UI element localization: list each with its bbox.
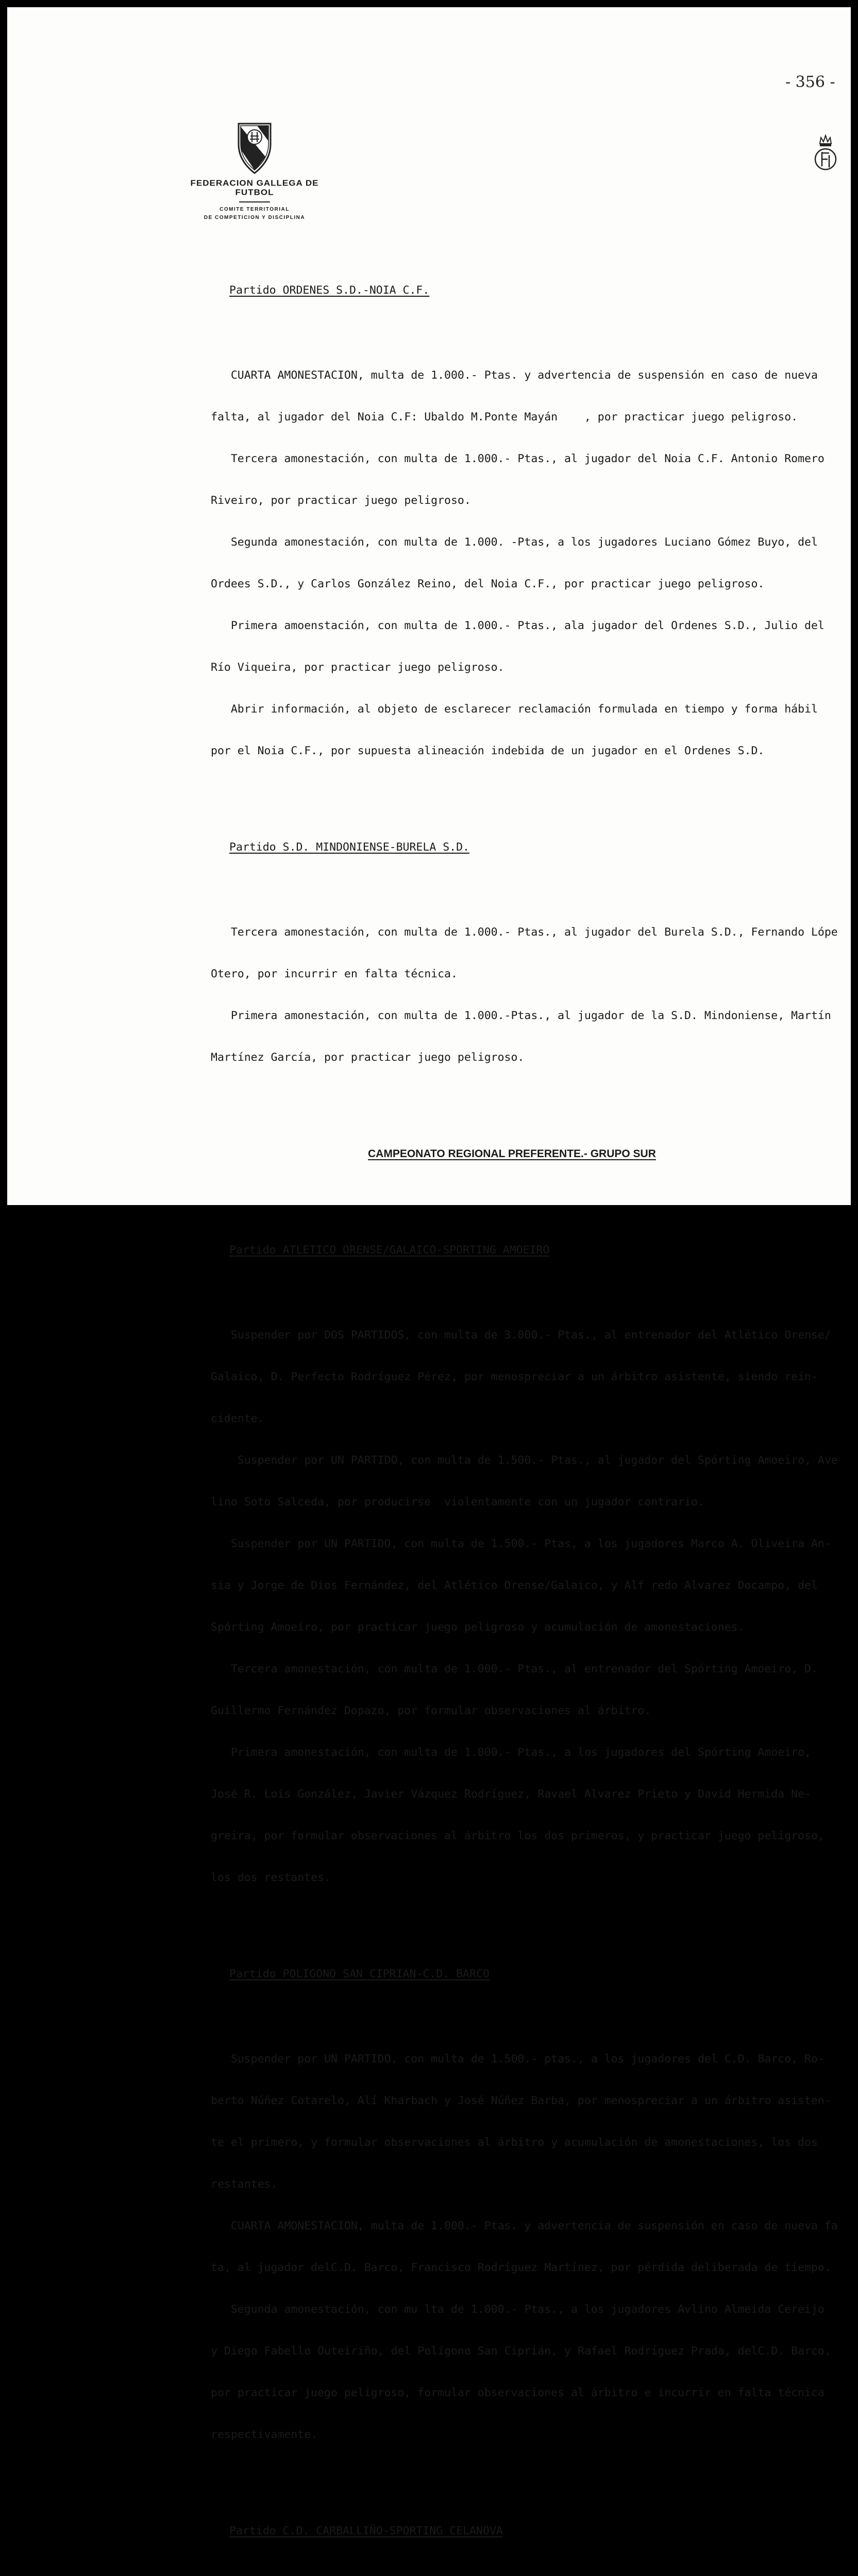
match-title: Partido ATLETICO ORENSE/GALAICO-SPORTING AMOEIRO [229,1244,550,1257]
rfef-crown-emblem-icon [814,133,837,174]
ruling-line: Tercera amonestación, con multa de 1.000.- Ptas., al entrenador del Spórting Amoeiro, D. [211,1663,818,1675]
ruling-line: Primera amonestación, con multa de 1.000.-Ptas., al jugador de la S.D. Mindoniense, Martín [211,1009,831,1022]
ruling-line: Martínez García, por practicar juego peligroso. [211,1051,525,1064]
match-title: Partido POLIGONO SAN CIPRIAN-C.D. BARCO [229,1968,490,1980]
ruling-line: CUARTA AMONESTACION, multa de 1.000.- Ptas. y advertencia de suspensión en caso de nueva fa [211,2219,838,2232]
ruling-line: Otero, por incurrir en falta técnica. [211,968,458,980]
ruling-line: por practicar juego peligroso, formular observaciones al árbitro e incurrir en falta técnica [211,2386,825,2399]
match-title: Partido C.D. CARBALLIÑO-SPORTING CELANOVA [229,2524,503,2537]
ruling-line: greira, por formular observaciones al árbitro los dos primeros, y practicar juego peligroso, [211,1829,825,1842]
ruling-line: Galaico, D. Perfecto Rodríguez Pérez, por menospreciar a un árbitro asistente, siendo rein- [211,1370,818,1383]
committee-line-2: DE COMPETICION Y DISCIPLINA [204,215,306,221]
ruling-line: Tercera amonestación, con multa de 1.000.- Ptas., al jugador del Noia C.F. Antonio Romero [211,452,825,465]
federation-shield-icon [237,121,273,175]
match-title: Partido S.D. MINDONIENSE-BURELA S.D. [229,841,469,854]
ruling-line: Primera amoenstación, con multa de 1.000.- Ptas., ala jugador del Ordenes S.D., Julio del [211,619,825,632]
document-page [7,7,851,2537]
ruling-line: Suspender por DOS PARTIDOS, con multa de 3.000.- Ptas., al entrenador del Atlético Orense/ [211,1329,831,1342]
ruling-line: CUARTA AMONESTACION, multa de 1.000.- Ptas. y advertencia de suspensión en caso de nueva [211,369,818,382]
rfef-emblem [814,133,837,176]
ruling-line: Riveiro, por practicar juego peligroso. [211,494,471,507]
page-number: - 356 - [785,73,835,91]
ruling-line: restantes. [211,2178,278,2191]
ruling-line: Spórting Amoeiro, por practicar juego peligroso y acumulación de amonestaciones. [211,1621,745,1634]
ruling-line: respectivamente. [211,2428,318,2441]
ruling-line: Ordees S.D., y Carlos González Reino, del Noia C.F., por practicar juego peligroso. [211,578,765,590]
ruling-line: Abrir información, al objeto de esclarecer reclamación formulada en tiempo y forma hábil [211,703,818,716]
match-title: Partido ORDENES S.D.-NOIA C.F. [229,284,430,297]
ruling-line: Guillermo Fernández Dopazo, por formular observaciones al árbitro. [211,1704,651,1717]
ruling-line: por el Noia C.F., por supuesta alineación indebida de un jugador en el Ordenes S.D. [211,744,765,757]
ruling-line: Suspender por UN PARTIDO, con multa de 1.500.- Ptas., al jugador del Spórting Amoeiro, Ave [211,1454,838,1467]
ruling-line: y Diego Fabello Outeiriño, del Polígono San Ciprián, y Rafael Rodríguez Prada, delC.D. Barco, [211,2345,831,2358]
ruling-line: Río Viqueira, por practicar juego peligroso. [211,661,504,674]
federation-header [172,121,337,222]
ruling-line: Segunda amonestación, con mu lta de 1.000.- Ptas., a los jugadores Avlino Almeida Cereijo [211,2303,825,2316]
committee-line-1: COMITE TERRITORIAL [220,207,290,212]
ruling-line: sia y Jorge de Dios Fernández, del Atlético Orense/Galaico, y Alf redo Alvarez Docampo, del [211,1579,818,1592]
ruling-line: los dos restantes. [211,1871,331,1884]
ruling-line: falta, al jugador del Noia C.F: Ubaldo M.Ponte Mayán , por practicar juego peligroso. [211,411,798,423]
ruling-line: lino Soto Salceda, por producirse violentamente con un jugador contrario. [211,1496,704,1509]
section-heading: CAMPEONATO REGIONAL PREFERENTE.- GRUPO SUR [368,1148,656,1160]
ruling-line: José R. Lois González, Javier Vázquez Rodríguez, Ravael Alvarez Prieto y David Hermida Ne- [211,1788,811,1801]
federation-name: FEDERACION GALLEGA DE FUTBOL [190,179,319,197]
ruling-line: Suspender por UN PARTIDO, con multa de 1.500.- Ptas, a los jugadores Marco A. Oliveira An- [211,1537,831,1550]
ruling-line: te el primero, y formular observaciones al árbitro y acumulación de amonestaciones, los dos [211,2136,818,2149]
ruling-line: Segunda amonestación, con multa de 1.000. -Ptas, a los jugadores Luciano Gómez Buyo, del [211,536,818,549]
ruling-line: Tercera amonestación, con multa de 1.000.- Ptas., al jugador del Burela S.D., Fernando Lópe [211,926,838,939]
ruling-line: berto Núñez Cotarelo, Alí Kharbach y José Núñez Barba, por menospreciar a un árbitro asisten- [211,2094,831,2107]
ruling-line: Primera amonestación, con multa de 1.000.- Ptas., a los jugadores del Spórting Amoeiro, [211,1746,811,1759]
document-body [211,242,845,2576]
header-divider [239,201,270,202]
ruling-line: cidente. [211,1412,264,1425]
ruling-line: Suspender por UN PARTIDO, con multa de 1.500.- ptas., a los jugadores del C.D. Barco, Ro- [211,2053,825,2065]
ruling-line: ta, al jugador delC.D. Barco, Francisco Rodríguez Martínez, por pérdida deliberada de tiempo. [211,2261,831,2274]
